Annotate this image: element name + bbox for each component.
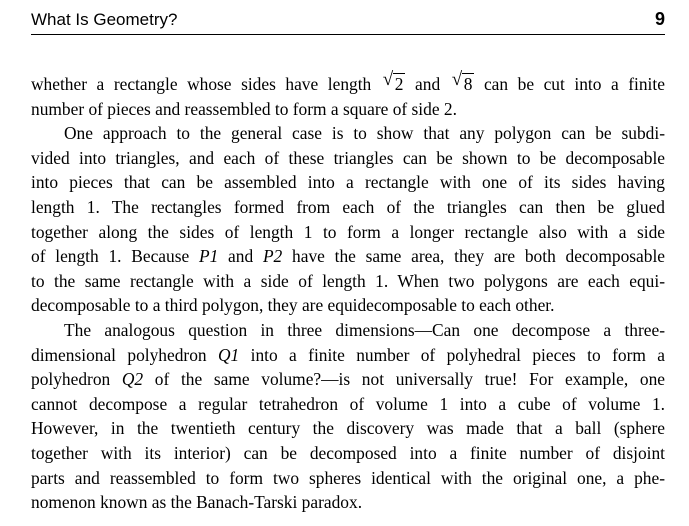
- text-line: to the same rectangle with a side of length 1. When two polygons are each equi-: [31, 270, 665, 291]
- text-line: into pieces that can be assembled into a rectangle with one of its sides having: [31, 172, 665, 193]
- text-line: cannot decompose a regular tetrahedron of volume 1 into a cube of volume 1.: [31, 393, 665, 414]
- text-line: decomposable to a third polygon, they are equidecomposable to each other.: [31, 295, 555, 316]
- text-line: together with its interior) can be decomposed into a finite number of disjoint: [31, 442, 665, 463]
- text-line: vided into triangles, and each of these triangles can be shown to be decomposable: [31, 147, 665, 168]
- text-line: of length 1. Because P1 and P2 have the same area, they are both decomposable: [31, 246, 665, 267]
- math-Q1: Q1: [217, 344, 240, 365]
- math-P2: P2: [262, 246, 283, 267]
- text-line: number of pieces and reassembled to form a square of side 2.: [31, 98, 457, 119]
- math-P1: P1: [198, 246, 219, 267]
- text-line: However, in the twentieth century the discovery was made that a ball (sphere: [31, 418, 665, 439]
- text-line: whether a rectangle whose sides have length √ 2 and √ 8 can be cut into a finite: [31, 72, 665, 97]
- body-text: [31, 69, 665, 515]
- page-number: 9: [654, 9, 665, 29]
- sqrt-8: √ 8: [451, 69, 473, 94]
- text-line: The analogous question in three dimensions—Can one decompose a three-: [64, 319, 665, 340]
- running-header: [31, 8, 665, 35]
- text-line: polyhedron Q2 of the same volume?—is not universally true! For example, one: [31, 369, 665, 390]
- text-line: together along the sides of length 1 to form a longer rectangle also with a side: [31, 221, 665, 242]
- chapter-title: What Is Geometry?: [31, 10, 178, 29]
- math-Q2: Q2: [121, 369, 144, 390]
- sqrt-2: √ 2: [382, 69, 404, 94]
- text-line: One approach to the general case is to show that any polygon can be subdi-: [64, 123, 665, 144]
- text-line: nomenon known as the Banach-Tarski paradox.: [31, 492, 363, 513]
- text-line: length 1. The rectangles formed from each of the triangles can then be glued: [31, 196, 665, 217]
- text-line: parts and reassembled to form two spheres identical with the original one, a phe-: [31, 467, 665, 488]
- text-line: dimensional polyhedron Q1 into a finite number of polyhedral pieces to form a: [31, 344, 665, 365]
